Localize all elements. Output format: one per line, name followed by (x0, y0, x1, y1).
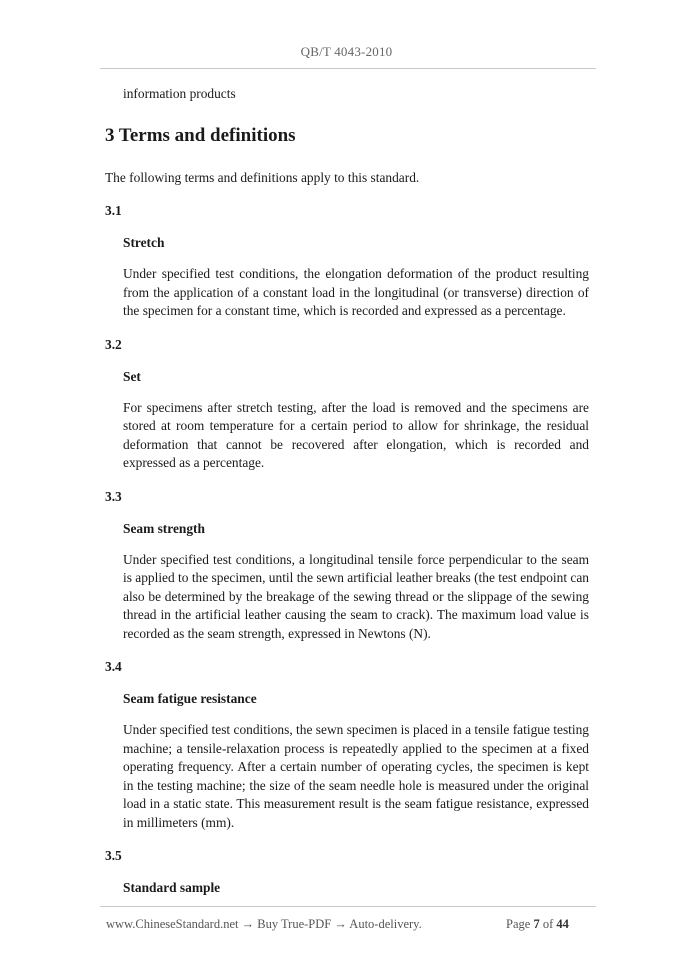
page-current: 7 (533, 917, 540, 931)
term-3-1 (105, 201, 589, 321)
term-3-4 (105, 657, 589, 832)
term-definition: Under specified test conditions, the elongation deformation of the product resulting from the application of a constant load in the longitudinal (or transverse) direction of the specimen for a constant time, which is recorded and expressed as a percentage. (123, 266, 589, 318)
header-divider (100, 68, 596, 69)
term-definition: Under specified test conditions, the sewn specimen is placed in a tensile fatigue testing machine; a tensile-relaxation process is repeatedly applied to the specimen at a fixed operating frequency. After a certain number of operating cycles, the specimen is kept in the testing machine; the size of the seam needle hole is measured under the original load in a static state. This measurement result is the seam fatigue resistance, expressed in millimeters (mm). (123, 722, 589, 830)
term-name: Standard sample (123, 880, 221, 895)
footer-store-link[interactable]: www.ChineseStandard.net → Buy True-PDF → Auto-delivery. (106, 917, 422, 931)
page-word: Page (506, 917, 531, 931)
term-3-2 (105, 335, 589, 473)
section-intro: The following terms and definitions apply to this standard. (105, 170, 420, 185)
continued-text: information products (123, 86, 236, 101)
section-title: 3 Terms and definitions (105, 125, 296, 146)
term-definition: Under specified test conditions, a longitudinal tensile force perpendicular to the seam is applied to the specimen, until the sewn artificial leather breaks (the test endpoint can also be determined by the breakage of the sewing thread or the slippage of the sewing thread in the artificial leather causing the seam to crack). The maximum load value is recorded as the seam strength, expressed in Newtons (N). (123, 551, 589, 641)
of-word: of (542, 917, 554, 931)
page-content (105, 84, 589, 897)
term-name: Stretch (123, 235, 165, 250)
term-number: 3.2 (105, 336, 122, 352)
footer-page-number (506, 917, 569, 932)
term-name: Set (123, 368, 141, 384)
term-number: 3.5 (105, 848, 122, 863)
term-number: 3.4 (105, 659, 122, 674)
footer-divider (100, 906, 596, 907)
document-code-header: QB/T 4043-2010 (300, 44, 393, 59)
term-name: Seam fatigue resistance (123, 691, 257, 706)
term-number: 3.1 (105, 203, 122, 218)
page-total: 44 (556, 917, 569, 931)
term-definition: For specimens after stretch testing, after the load is removed and the specimens are stored at room temperature for a certain period to allow for shrinkage, the residual deformation that cannot be recovered after elongation, which is recorded and expressed as a percentage. (123, 399, 589, 470)
term-number: 3.3 (105, 488, 122, 504)
term-3-5 (105, 846, 589, 897)
term-name: Seam strength (123, 520, 205, 536)
term-3-3 (105, 487, 589, 644)
